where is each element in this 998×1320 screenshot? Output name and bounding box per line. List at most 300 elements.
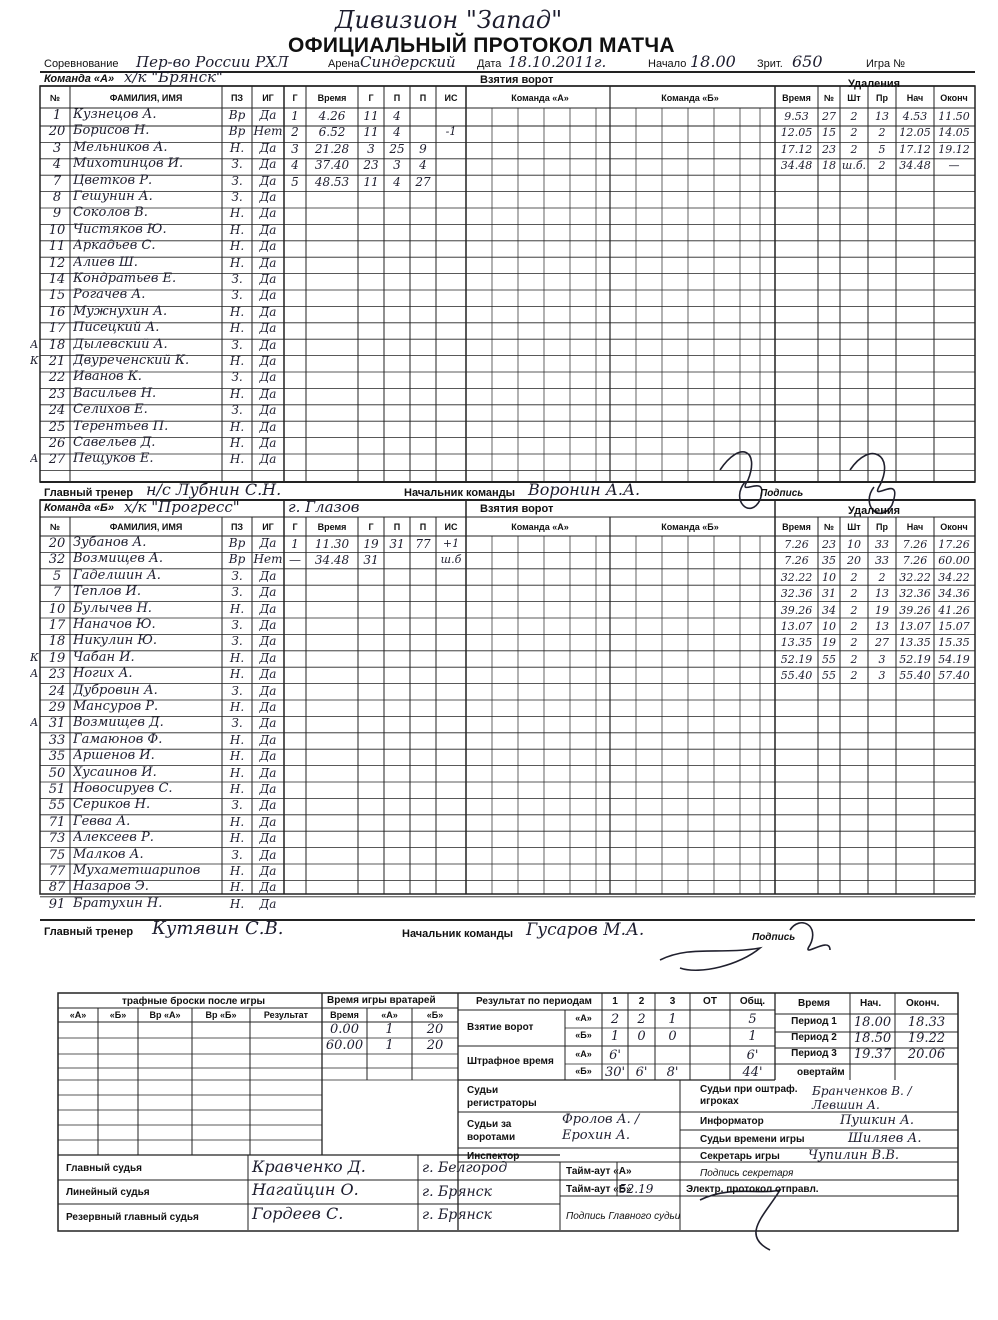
penalty-start: 17.12 — [899, 142, 931, 156]
time-title: Время — [798, 998, 830, 1009]
period-start: 19.37 — [853, 1047, 892, 1062]
penalty-end: 41.26 — [938, 603, 970, 617]
team-b-signature-label: Подпись — [752, 932, 796, 943]
penalty-time: 55.40 — [780, 669, 813, 683]
player-position: Н. — [229, 452, 245, 467]
time-end-title: Оконч. — [906, 998, 940, 1009]
player-name: Гешунин А. — [73, 189, 153, 204]
penalties-section-title-a: Удаления — [848, 78, 901, 90]
col-header-p2: П — [419, 93, 427, 103]
goal-assist-2: 77 — [415, 537, 431, 551]
player-played: Да — [259, 452, 277, 467]
player-played: Да — [259, 222, 277, 237]
goal-scorer: 31 — [363, 553, 379, 568]
player-number: 11 — [48, 239, 66, 255]
col-header-time: Время — [317, 93, 347, 103]
player-number: 35 — [48, 749, 66, 765]
player-name: Иванов К. — [73, 369, 142, 385]
goal-scorer: 11 — [363, 174, 379, 189]
player-played: Да — [259, 814, 277, 829]
penalty-player: 35 — [822, 554, 836, 568]
player-position: З. — [231, 847, 243, 862]
col-header-pen_no: № — [823, 93, 835, 103]
penalty-time: 52.19 — [780, 652, 813, 666]
player-name: Терентьев П. — [73, 418, 169, 434]
penalty-code: 13 — [875, 110, 889, 123]
player-position: Н. — [229, 814, 245, 829]
player-number: 10 — [48, 601, 66, 617]
start-value: 18.00 — [690, 52, 736, 71]
player-position: Н. — [229, 896, 245, 911]
col-header-p2: П — [419, 522, 427, 532]
goalie-col: «Б» — [426, 1010, 444, 1020]
player-played: Да — [259, 536, 277, 550]
goal-scorer: 11 — [363, 125, 379, 140]
goalie-time: 0.00 — [330, 1022, 359, 1037]
spectators-label: Зрит. — [757, 58, 783, 70]
col-header-no: № — [49, 93, 61, 103]
penalty-end: 60.00 — [938, 554, 970, 568]
col-header-name: ФАМИЛИЯ, ИМЯ — [109, 93, 183, 103]
player-number: 18 — [48, 634, 66, 650]
goal-number: 1 — [291, 537, 299, 551]
date-value: 18.10.2011г. — [508, 53, 607, 71]
game-no-label: Игра № — [866, 58, 906, 70]
player-position: Вр — [228, 552, 246, 567]
penalty-time: 34.48 — [780, 159, 813, 173]
informer: Пушкин А. — [840, 1113, 915, 1128]
player-number: 51 — [48, 782, 66, 797]
player-played: Да — [259, 190, 277, 204]
penalty-player: 55 — [822, 652, 836, 666]
penalty-start: 13.07 — [899, 620, 931, 633]
goal-situation: ш.б — [440, 553, 462, 567]
line-ref: Нагайцин О. — [252, 1180, 359, 1199]
team-tag: «Б» — [575, 1066, 592, 1076]
period-value: 6' — [609, 1048, 621, 1063]
player-name: Никулин Ю. — [73, 633, 158, 649]
period-end: 18.33 — [907, 1015, 946, 1030]
col-header-no: № — [49, 522, 61, 532]
player-played: Да — [259, 239, 277, 254]
player-position: Н. — [229, 732, 245, 747]
penalty-player: 15 — [822, 126, 836, 140]
penalty-time: 32.36 — [780, 587, 813, 601]
penalty-player: 19 — [822, 636, 836, 650]
player-number: 21 — [48, 354, 66, 369]
goals-row-label: Взятие ворот — [467, 1022, 534, 1033]
spectators-value: 650 — [792, 52, 823, 71]
player-number: 50 — [48, 765, 66, 781]
player-name: Алексеев Р. — [73, 830, 154, 846]
player-number: 1 — [52, 108, 62, 123]
team-a-chief: Воронин А.А. — [528, 480, 641, 499]
player-number: 25 — [48, 419, 66, 435]
informer-label: Информатор — [700, 1116, 764, 1127]
penalty-code: 13 — [875, 620, 889, 633]
player-played: Да — [259, 732, 277, 747]
goal-time: 4.26 — [318, 109, 346, 123]
col-header-pz: ПЗ — [230, 522, 244, 532]
timeout-b-label: Тайм-аут «Б» — [566, 1184, 632, 1195]
penalty-minutes: 2 — [850, 126, 858, 140]
team-b-name: х/к "Прогресс" — [124, 498, 240, 516]
player-position: Н. — [229, 749, 245, 764]
goal-assist-1: 4 — [393, 109, 401, 123]
arena-label: Арена — [328, 58, 360, 70]
player-number: 7 — [52, 173, 62, 189]
player-position: Н. — [229, 304, 245, 319]
penalty-start: 4.53 — [902, 110, 928, 123]
penalty-minutes: 2 — [850, 570, 858, 584]
page-title: ОФИЦИАЛЬНЫЙ ПРОТОКОЛ МАТЧА — [288, 34, 675, 57]
penalty-end: 34.36 — [938, 587, 970, 601]
player-position: Н. — [229, 765, 245, 780]
player-played: Да — [259, 650, 277, 665]
penalty-judges: Бранченков В. / Левшин А. — [812, 1084, 912, 1112]
player-played: Да — [259, 667, 277, 682]
period-value: 8' — [666, 1065, 679, 1080]
col-header-g: Г — [292, 522, 298, 532]
penalty-player: 10 — [822, 570, 836, 584]
player-number: 32 — [48, 552, 66, 568]
player-position: З. — [231, 568, 243, 583]
player-position: Н. — [229, 255, 245, 270]
player-name: Хусаинов И. — [73, 764, 157, 780]
goal-assist-1: 4 — [393, 125, 401, 140]
penalty-start: 13.35 — [899, 636, 931, 650]
player-mark: К — [30, 354, 39, 367]
penalty-time: 12.05 — [780, 126, 813, 140]
goal-time: 37.40 — [314, 158, 350, 173]
main-ref-label: Главный судья — [66, 1163, 142, 1174]
period-start: 18.00 — [853, 1015, 892, 1030]
player-position: З. — [231, 337, 243, 352]
competition-label: Соревнование — [44, 58, 119, 70]
col-header-pen_sht: Шт — [847, 522, 861, 532]
goal-time: 34.48 — [314, 553, 350, 568]
player-played: Да — [259, 173, 277, 188]
team-a-coach-label: Главный тренер — [44, 487, 134, 499]
shootout-col: Результат — [263, 1010, 309, 1020]
player-played: Да — [259, 634, 277, 649]
period-start: 18.50 — [853, 1031, 892, 1046]
player-played: Да — [259, 337, 277, 352]
player-name: Гамаюнов Ф. — [73, 731, 163, 747]
arena-value: Синдерский — [360, 53, 456, 71]
team-b-city: г. Глазов — [288, 498, 360, 516]
penalty-end: 54.19 — [938, 652, 970, 666]
penalty-player: 31 — [822, 587, 836, 601]
col-header-ig: ИГ — [262, 522, 274, 532]
player-position: Н. — [229, 239, 245, 254]
goalie-col: Время — [330, 1010, 359, 1020]
player-number: 29 — [48, 700, 66, 715]
overtime-label: овертайм — [797, 1067, 845, 1078]
player-number: 3 — [52, 140, 62, 156]
player-number: 31 — [48, 716, 66, 732]
penalty-time: 13.35 — [780, 636, 813, 650]
penalties-section-title-b: Удаления — [848, 505, 901, 517]
col-header-pen_start: Нач — [906, 93, 924, 103]
player-played: Да — [259, 782, 277, 796]
period-value: 2 — [637, 1012, 646, 1027]
main-ref-sign-label: Подпись Главного судьи — [566, 1211, 681, 1222]
period-value: 1 — [668, 1012, 677, 1027]
player-number: 19 — [48, 650, 66, 666]
player-number: 22 — [48, 370, 66, 386]
penalty-code: 33 — [875, 554, 889, 568]
penalty-start: 39.26 — [899, 603, 931, 617]
period-value: 2 — [610, 1012, 620, 1027]
player-mark: А — [30, 337, 39, 351]
col-header-name: ФАМИЛИЯ, ИМЯ — [109, 522, 183, 532]
col-header-pen_no: № — [823, 522, 835, 532]
player-number: 15 — [48, 288, 66, 304]
player-name: Наначов Ю. — [73, 617, 156, 632]
penalty-player: 34 — [822, 603, 836, 617]
player-name: Рогачев А. — [73, 287, 146, 303]
reserve-ref-city: г. Брянск — [422, 1207, 492, 1223]
penalty-start: 32.36 — [899, 587, 931, 601]
player-played: Да — [259, 321, 277, 336]
penalty-time: 9.53 — [784, 110, 809, 123]
player-number: 71 — [48, 814, 66, 830]
col-header-ig: ИГ — [262, 93, 274, 103]
player-position: Н. — [229, 831, 245, 846]
penalty-end: 34.22 — [938, 570, 970, 584]
penalty-minutes: 20 — [847, 554, 861, 568]
penalty-minutes: 2 — [850, 110, 858, 123]
col-header-pen_end: Оконч — [940, 93, 968, 103]
player-position: З. — [231, 634, 243, 649]
player-played: Да — [259, 896, 277, 911]
col-header-pen_time: Время — [782, 522, 811, 532]
team-b-label: Команда «Б» — [44, 502, 114, 514]
player-position: З. — [231, 716, 243, 731]
player-name: Дубровин А. — [73, 682, 158, 698]
period-col: 1 — [612, 996, 618, 1007]
player-played: Да — [259, 847, 277, 862]
player-name: Пещуков Е. — [73, 451, 154, 467]
penalty-end: 11.50 — [938, 110, 970, 123]
player-position: Н. — [229, 864, 245, 878]
penalty-code: 3 — [878, 652, 886, 666]
goal-situation: -1 — [445, 125, 457, 139]
player-name: Алиев Ш. — [73, 254, 138, 270]
goals-section-title-b: Взятия ворот — [480, 503, 554, 515]
penalty-time: 7.26 — [784, 554, 809, 568]
penalty-minutes: 10 — [847, 538, 861, 551]
shootout-title: трафные броски после игры — [122, 996, 266, 1007]
start-label: Начало — [648, 58, 687, 70]
period-value: 6' — [746, 1048, 759, 1063]
goal-time: 48.53 — [314, 174, 350, 189]
col-header-pen_time: Время — [782, 93, 811, 103]
team-a-signature-label: Подпись — [760, 488, 804, 499]
timekeeper: Шиляев А. — [848, 1131, 922, 1146]
goal-number: 3 — [291, 141, 299, 156]
player-number: 20 — [48, 124, 66, 140]
team-a-coach: н/с Лубнин С.Н. — [146, 480, 282, 499]
player-name: Чабан И. — [73, 649, 135, 665]
goalie-a: 1 — [385, 1038, 394, 1053]
player-name: Братухин Н. — [73, 895, 163, 911]
player-number: 17 — [48, 618, 66, 633]
col-header-pen_end: Оконч — [940, 522, 968, 532]
player-number: 24 — [48, 683, 66, 699]
penalty-minutes: 2 — [850, 636, 858, 650]
player-number: 87 — [48, 880, 66, 896]
team-tag: «Б» — [575, 1030, 592, 1040]
goal-number: 1 — [291, 109, 299, 123]
goal-scorer: 3 — [367, 141, 375, 156]
col-header-pen_pr: Пр — [876, 93, 888, 103]
team-b-coach: Кутявин С.В. — [152, 918, 284, 939]
penalty-player: 10 — [822, 620, 836, 633]
player-number: 4 — [52, 157, 62, 173]
penalty-start: 34.48 — [899, 159, 931, 173]
penalty-player: 27 — [822, 110, 836, 123]
player-played: Да — [259, 864, 277, 878]
penalty-code: 19 — [875, 603, 889, 617]
penalty-code: 2 — [878, 159, 886, 173]
col-header-gg: Г — [368, 93, 374, 103]
player-played: Да — [259, 880, 277, 895]
goal-scorer: 19 — [363, 537, 379, 551]
shootout-col: Вр «Б» — [205, 1010, 237, 1020]
inspector-label: Инспектор — [467, 1151, 520, 1162]
player-position: Н. — [229, 386, 245, 401]
player-position: З. — [231, 798, 243, 813]
col-header-p1: П — [393, 93, 401, 103]
line-ref-city: г. Брянск — [422, 1184, 492, 1200]
penalty-end: 15.35 — [938, 636, 970, 650]
player-name: Чистяков Ю. — [73, 221, 167, 237]
col-header-is: ИС — [444, 522, 458, 532]
player-played: Да — [259, 585, 277, 600]
player-played: Да — [259, 436, 277, 450]
col-header-goal-team-b: Команда «Б» — [661, 522, 719, 532]
penalty-end: 57.40 — [938, 669, 970, 683]
player-number: 9 — [52, 206, 62, 222]
penalty-code: 2 — [878, 570, 886, 584]
period-end: 20.06 — [907, 1047, 946, 1062]
player-position: Н. — [229, 222, 245, 237]
player-name: Цветков Р. — [73, 172, 153, 188]
player-name: Михотинцов И. — [73, 156, 184, 172]
period-value: 1 — [748, 1029, 757, 1044]
col-header-pen_start: Нач — [906, 522, 924, 532]
player-position: Н. — [229, 354, 245, 368]
player-played: Да — [259, 140, 277, 155]
player-position: Н. — [229, 206, 245, 221]
penalty-time: 17.12 — [780, 142, 813, 156]
player-played: Да — [259, 765, 277, 780]
goalie-time: 60.00 — [325, 1038, 364, 1053]
player-number: 75 — [48, 847, 66, 863]
team-tag: «А» — [575, 1013, 592, 1023]
player-played: Да — [259, 288, 277, 303]
player-number: 7 — [52, 585, 62, 601]
col-header-g: Г — [292, 93, 298, 103]
player-name: Писецкий А. — [73, 320, 160, 336]
player-name: Мужнухин А. — [73, 303, 168, 319]
player-position: Н. — [229, 880, 245, 895]
period-value: 1 — [610, 1029, 620, 1044]
player-played: Да — [259, 601, 277, 616]
player-mark: А — [30, 452, 39, 466]
player-name: Возмищев А. — [73, 551, 164, 567]
col-header-gg: Г — [368, 522, 374, 532]
player-name: Аркадьев С. — [73, 238, 156, 254]
player-played: Да — [259, 206, 277, 221]
penalty-code: 5 — [878, 142, 886, 156]
period-label: Период 2 — [791, 1032, 837, 1043]
player-number: 18 — [48, 337, 66, 353]
period-value: 30' — [604, 1065, 626, 1080]
goalie-a: 1 — [385, 1022, 394, 1037]
goal-assist-2: 9 — [419, 141, 427, 156]
penalty-player: 23 — [822, 142, 836, 156]
player-name: Аршенов И. — [73, 748, 155, 764]
reserve-ref-label: Резервный главный судья — [66, 1212, 199, 1223]
goal-number: — — [289, 553, 301, 568]
main-ref: Кравченко Д. — [252, 1157, 366, 1176]
player-position: Н. — [229, 782, 245, 796]
player-position: Н. — [229, 601, 245, 616]
player-name: Гаделшин А. — [73, 567, 161, 583]
player-played: Да — [259, 798, 277, 813]
team-b-chief: Гусаров М.А. — [526, 920, 645, 940]
secretary: Чупилин В.В. — [808, 1148, 900, 1163]
player-number: 10 — [48, 222, 66, 238]
player-position: З. — [231, 288, 243, 303]
player-played: Да — [259, 419, 277, 434]
goal-time: 21.28 — [314, 141, 350, 156]
player-name: Кондратьев Е. — [73, 271, 177, 286]
penalty-time: 39.26 — [780, 603, 813, 617]
penalty-start: 32.22 — [899, 570, 931, 584]
player-mark: К — [30, 650, 39, 664]
secretary-label: Секретарь игры — [700, 1151, 780, 1162]
penalty-code: 13 — [875, 587, 889, 601]
player-name: Гевва А. — [73, 813, 131, 829]
player-name: Двуреченский К. — [73, 353, 190, 368]
player-position: З. — [231, 585, 243, 600]
player-position: З. — [231, 370, 243, 385]
player-played: Да — [259, 618, 277, 632]
player-position: Вр — [228, 108, 246, 122]
player-position: Н. — [229, 700, 245, 714]
period-value: 5 — [748, 1012, 757, 1027]
secretary-sign-label: Подпись секретаря — [700, 1168, 794, 1179]
referees-reg-label: Судьи регистраторы — [467, 1085, 537, 1109]
col-header-goal-team-a: Команда «А» — [511, 93, 569, 103]
goal-number: 4 — [291, 158, 299, 173]
player-played: Да — [259, 403, 277, 418]
penalty-start: 12.05 — [899, 126, 931, 140]
player-played: Да — [259, 386, 277, 401]
goal-time: 6.52 — [318, 125, 346, 140]
period-label: Период 3 — [791, 1048, 837, 1059]
player-position: Н. — [229, 419, 245, 434]
shootout-col: Вр «А» — [149, 1010, 181, 1020]
player-played: Нет — [253, 552, 283, 567]
player-played: Да — [259, 831, 277, 846]
period-col: 3 — [669, 996, 676, 1007]
team-a-label: Команда «А» — [44, 73, 115, 85]
